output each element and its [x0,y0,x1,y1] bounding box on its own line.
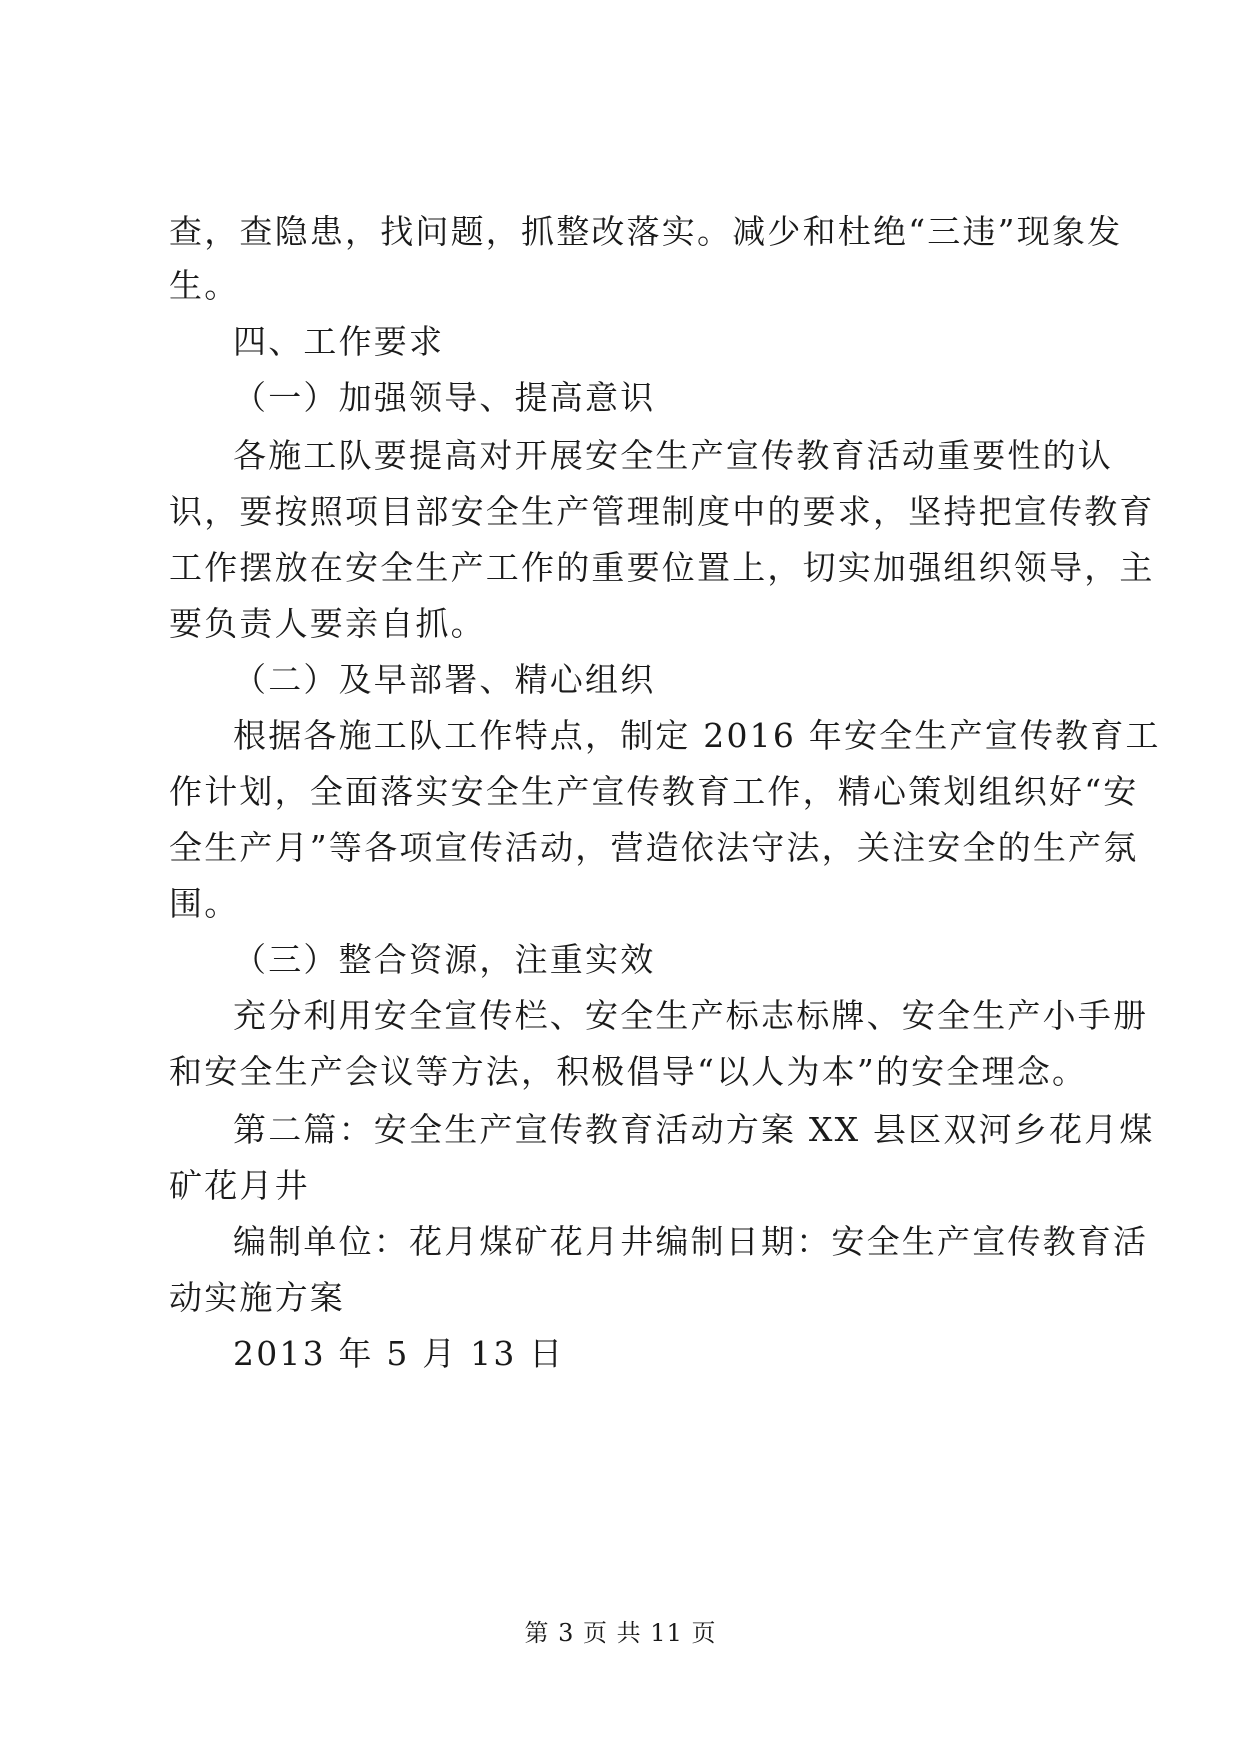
line-text: 全生产月”等各项宣传活动，营造依法守法，关注安全的生产氛 [169,828,1139,867]
heading-text: （三）整合资源，注重实效 [233,940,656,979]
page-footer [0,1618,1241,1648]
heading-text: （二）及早部署、精心组织 [233,660,656,699]
line-text: 第二篇：安全生产宣传教育活动方案 XX 县区双河乡花月煤 [233,1110,1155,1149]
line-text: 作计划，全面落实安全生产宣传教育工作，精心策划组织好“安 [169,772,1139,811]
heading-text: 四、工作要求 [233,322,445,361]
line-text: 动实施方案 [169,1278,345,1317]
page-number: 第 3 页 共 11 页 [524,1619,717,1647]
line-text: 根据各施工队工作特点，制定 2016 年安全生产宣传教育工 [233,716,1161,755]
line-text: 矿花月井 [169,1166,310,1205]
line-text: 和安全生产会议等方法，积极倡导“以人为本”的安全理念。 [169,1052,1088,1091]
line-text: 各施工队要提高对开展安全生产宣传教育活动重要性的认 [233,436,1113,475]
line-text: 识，要按照项目部安全生产管理制度中的要求，坚持把宣传教育 [169,492,1155,531]
line-text: 充分利用安全宣传栏、安全生产标志标牌、安全生产小手册 [233,996,1149,1035]
line-text: 查，查隐患，找问题，抓整改落实。减少和杜绝“三违”现象发 [169,212,1123,251]
heading-text: （一）加强领导、提高意识 [233,378,656,417]
date-text: 2013 年 5 月 13 日 [233,1334,565,1373]
line-text: 要负责人要亲自抓。 [169,604,486,643]
line-text: 编制单位：花月煤矿花月井编制日期：安全生产宣传教育活 [233,1222,1149,1261]
line-text: 生。 [169,266,240,305]
line-text: 围。 [169,884,240,923]
line-text: 工作摆放在安全生产工作的重要位置上，切实加强组织领导，主 [169,548,1155,587]
